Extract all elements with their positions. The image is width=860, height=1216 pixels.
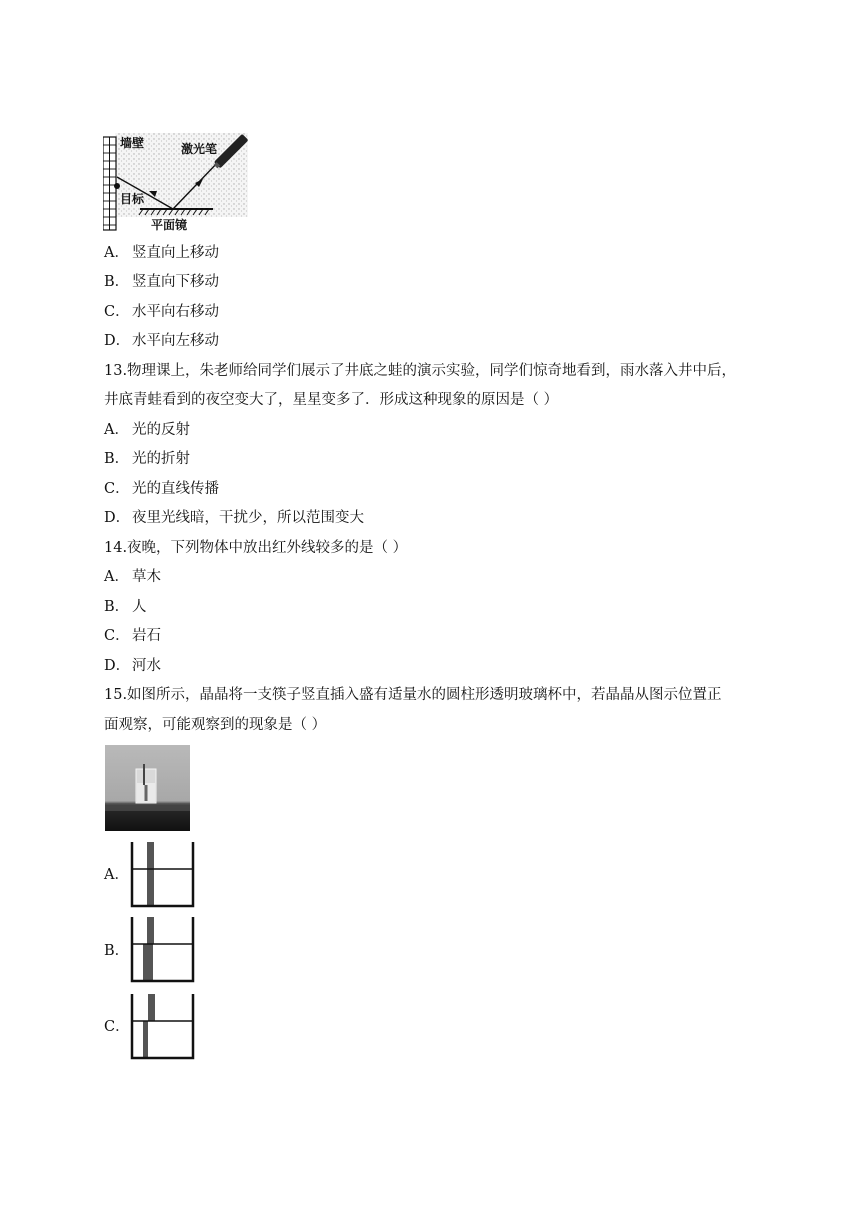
q12-option-a: A． 竖直向上移动 <box>104 245 219 261</box>
target-label: 目标 <box>120 192 145 206</box>
q14-option-b: B． 人 <box>104 599 147 615</box>
glass-photo <box>105 745 190 831</box>
option-a-beaker-icon <box>129 842 196 908</box>
q14-option-d: D． 河水 <box>104 658 161 674</box>
laser-mirror-figure <box>103 133 248 233</box>
q13-option-d: D． 夜里光线暗，干扰少，所以范围变大 <box>104 510 364 526</box>
q15-option-c: C． <box>104 1019 130 1035</box>
q14-option-a: A． 草木 <box>104 569 161 585</box>
q12-option-d: D． 水平向左移动 <box>104 333 219 349</box>
wall-label: 墙壁 <box>120 136 145 150</box>
q13-stem-line1: 13.物理课上，朱老师给同学们展示了井底之蛙的演示实验，同学们惊奇地看到，雨水落入井中后， <box>104 363 737 379</box>
q13-option-b: B． 光的折射 <box>104 451 190 467</box>
q12-option-b: B． 竖直向下移动 <box>104 274 219 290</box>
glass-icon <box>136 764 156 803</box>
option-c-beaker-icon <box>129 994 196 1060</box>
q13-option-c: C． 光的直线传播 <box>104 481 219 497</box>
q14-stem: 14.夜晚，下列物体中放出红外线较多的是（ ） <box>104 540 408 556</box>
q15-stem-line1: 15.如图所示，晶晶将一支筷子竖直插入盛有适量水的圆柱形透明玻璃杯中，若晶晶从图示位置正 <box>104 687 722 703</box>
laser-label: 激光笔 <box>181 142 218 156</box>
mirror-label: 平面镜 <box>151 218 188 232</box>
q15-stem-line2: 面观察，可能观察到的现象是（ ） <box>104 717 327 733</box>
q14-option-c: C． 岩石 <box>104 628 161 644</box>
q15-option-a: A． <box>104 867 129 883</box>
q13-stem-line2: 井底青蛙看到的夜空变大了，星星变多了．形成这种现象的原因是（ ） <box>104 392 559 408</box>
wall-icon <box>103 137 116 230</box>
target-dot <box>114 183 120 189</box>
q12-option-c: C． 水平向右移动 <box>104 304 219 320</box>
q15-option-b: B． <box>104 943 130 959</box>
q13-option-a: A． 光的反射 <box>104 422 190 438</box>
option-b-beaker-icon <box>129 917 196 983</box>
